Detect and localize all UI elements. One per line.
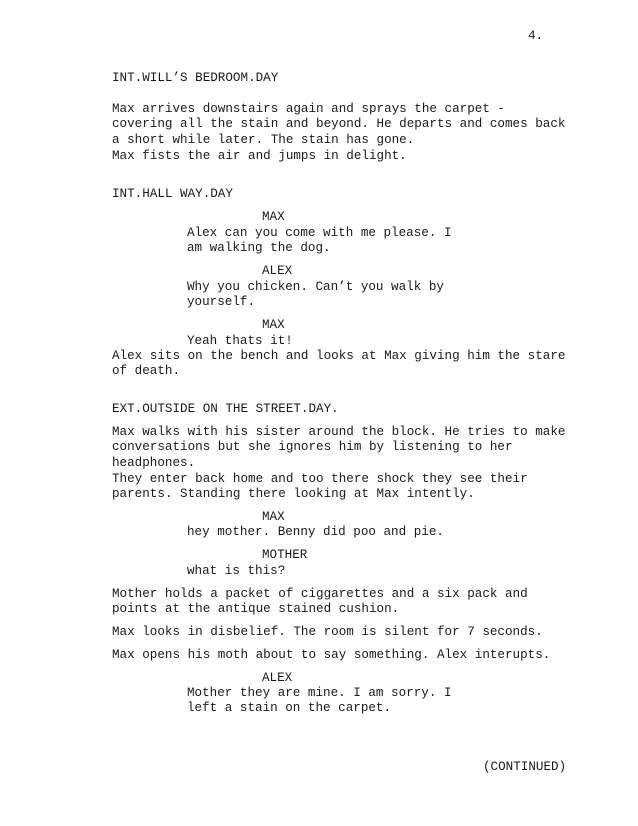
scene-heading: INT.WILL’S BEDROOM.DAY: [112, 71, 279, 85]
action-paragraph: Max opens his moth about to say something. Alex interupts.: [112, 648, 551, 662]
dialogue-line: Why you chicken. Can’t you walk by yourself.: [187, 280, 444, 310]
action-paragraph: Max fists the air and jumps in delight.: [112, 149, 407, 163]
action-paragraph: Max looks in disbelief. The room is silent for 7 seconds.: [112, 625, 543, 639]
scene-heading: INT.HALL WAY.DAY: [112, 187, 233, 201]
action-paragraph: Mother holds a packet of ciggarettes and a six pack and points at the antique stained cushion.: [112, 587, 528, 617]
action-paragraph: Max arrives downstairs again and sprays the carpet - covering all the stain and beyond. He departs and comes back a short while later. The stain has gone.: [112, 102, 566, 147]
character-name: MAX: [262, 510, 285, 524]
character-name: ALEX: [262, 264, 293, 278]
action-paragraph: Max walks with his sister around the block. He tries to make conversations but she ignores him by listening to her headphones.: [112, 425, 566, 470]
character-name: MOTHER: [262, 548, 308, 562]
action-paragraph: They enter back home and too there shock they see their parents. Standing there looking at Max intently.: [112, 472, 528, 502]
scene-heading: EXT.OUTSIDE ON THE STREET.DAY.: [112, 402, 339, 416]
dialogue-line: Mother they are mine. I am sorry. I left a stain on the carpet.: [187, 686, 452, 716]
character-name: ALEX: [262, 671, 293, 685]
page-number: 4.: [528, 29, 544, 43]
dialogue-line: hey mother. Benny did poo and pie.: [187, 525, 444, 539]
continued-marker: (CONTINUED): [483, 760, 567, 774]
dialogue-line: Yeah thats it!: [187, 334, 293, 348]
dialogue-line: Alex can you come with me please. I am walking the dog.: [187, 226, 452, 256]
character-name: MAX: [262, 318, 285, 332]
action-paragraph: Alex sits on the bench and looks at Max giving him the stare of death.: [112, 349, 566, 379]
character-name: MAX: [262, 210, 285, 224]
dialogue-line: what is this?: [187, 564, 286, 578]
